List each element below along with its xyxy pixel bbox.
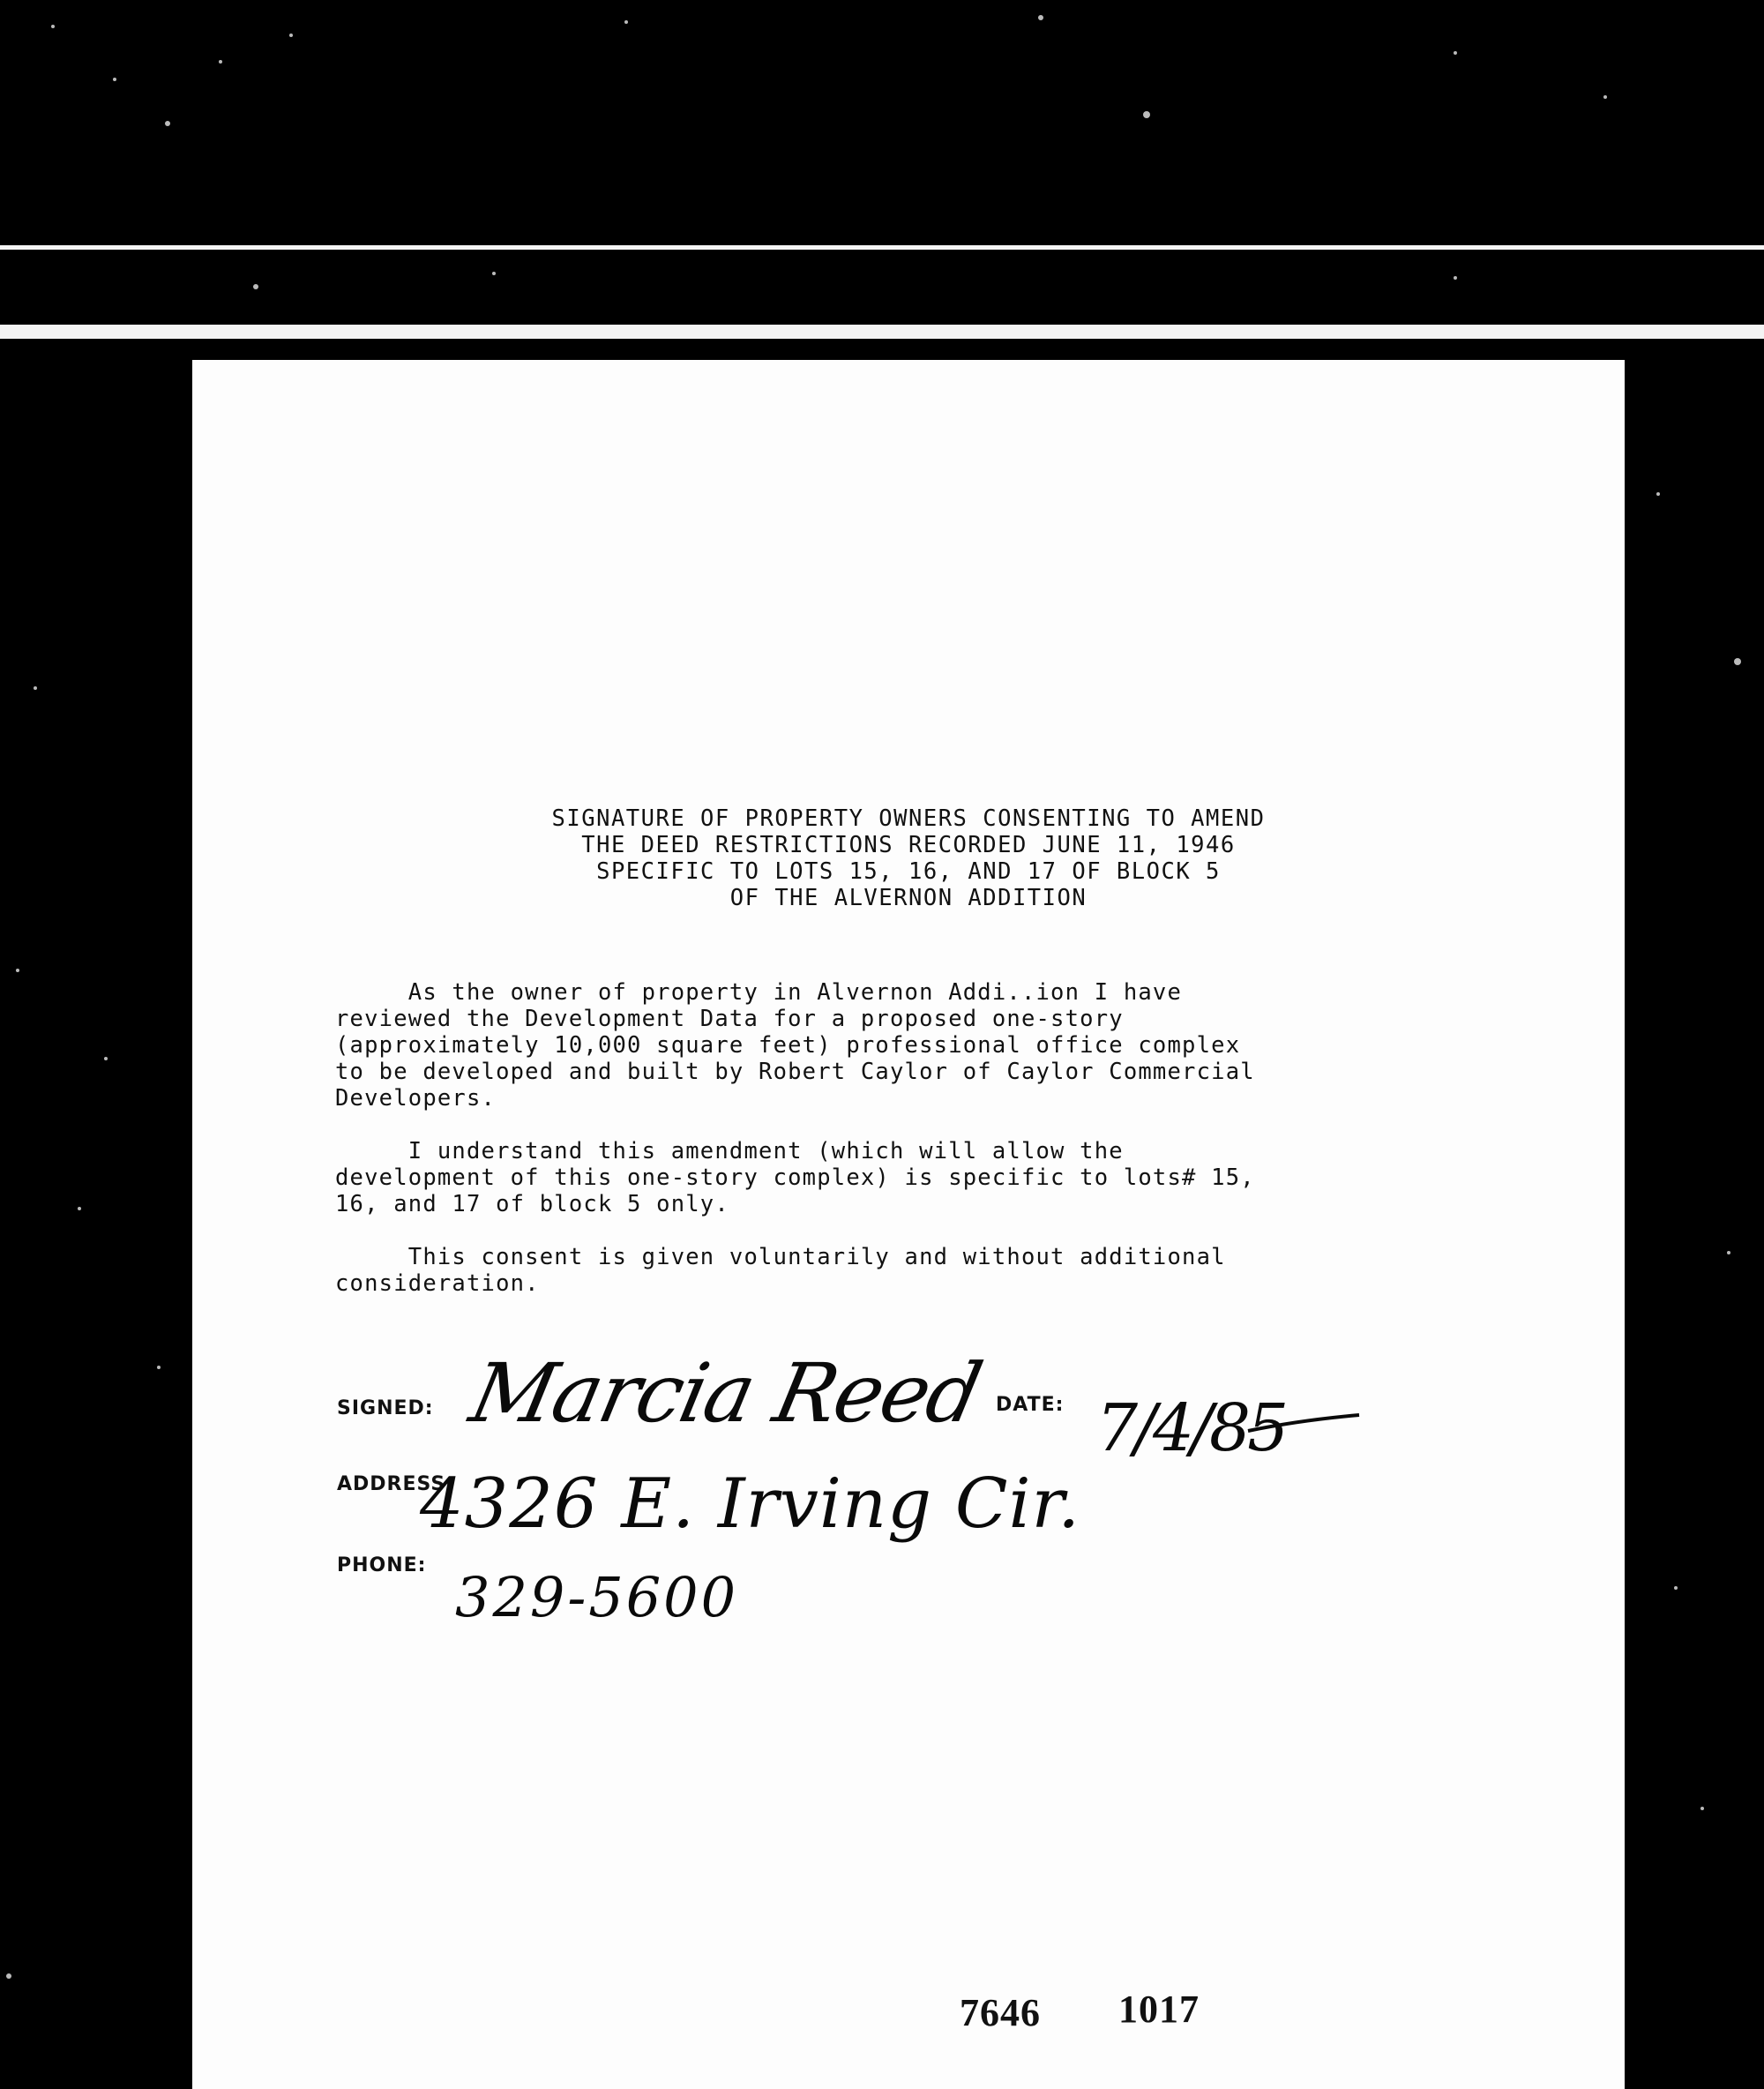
paragraph-line: development of this one-story complex) is specific to lots# 15, xyxy=(335,1164,1255,1191)
document-title xyxy=(192,805,1625,911)
paragraph-ownership xyxy=(335,979,1482,1112)
document-page xyxy=(192,360,1625,2089)
paragraph-line: to be developed and built by Robert Caylor of Caylor Commercial xyxy=(335,1059,1255,1085)
date-label: DATE: xyxy=(996,1394,1065,1416)
title-line: OF THE ALVERNON ADDITION xyxy=(729,885,1088,911)
date-underline-stroke xyxy=(1246,1404,1361,1440)
scan-band-top-line xyxy=(0,245,1764,250)
title-line: SPECIFIC TO LOTS 15, 16, AND 17 OF BLOCK 5 xyxy=(596,858,1221,885)
handwritten-address: 4326 E. Irving Cir. xyxy=(420,1464,1081,1544)
address-label: ADDRESS: xyxy=(337,1473,455,1495)
scan-band-bottom-line xyxy=(0,325,1764,339)
paragraph-line: As the owner of property in Alvernon Addi..ion I have xyxy=(335,979,1183,1006)
handwritten-signature: Marcia Reed xyxy=(462,1346,989,1441)
paragraph-line: 16, and 17 of block 5 only. xyxy=(335,1191,729,1217)
paragraph-line: (approximately 10,000 square feet) professional office complex xyxy=(335,1032,1241,1059)
title-line: SIGNATURE OF PROPERTY OWNERS CONSENTING TO AMEND xyxy=(551,805,1266,832)
paragraph-amendment xyxy=(335,1138,1482,1217)
paragraph-line: consideration. xyxy=(335,1270,540,1297)
paragraph-line: I understand this amendment (which will allow the xyxy=(335,1138,1124,1164)
record-number-right: 1017 xyxy=(1118,1988,1200,2031)
phone-label: PHONE: xyxy=(337,1554,427,1576)
paragraph-line: This consent is given voluntarily and without additional xyxy=(335,1244,1226,1270)
handwritten-date: 7/4/85 xyxy=(1096,1390,1286,1466)
paragraph-line: Developers. xyxy=(335,1085,497,1112)
handwritten-phone: 329-5600 xyxy=(455,1565,739,1629)
paragraph-consent xyxy=(335,1244,1482,1297)
signed-label: SIGNED: xyxy=(337,1397,434,1419)
record-number-left: 7646 xyxy=(960,1991,1041,2034)
title-line: THE DEED RESTRICTIONS RECORDED JUNE 11, 1946 xyxy=(581,832,1236,858)
paragraph-line: reviewed the Development Data for a proposed one-story xyxy=(335,1006,1124,1032)
